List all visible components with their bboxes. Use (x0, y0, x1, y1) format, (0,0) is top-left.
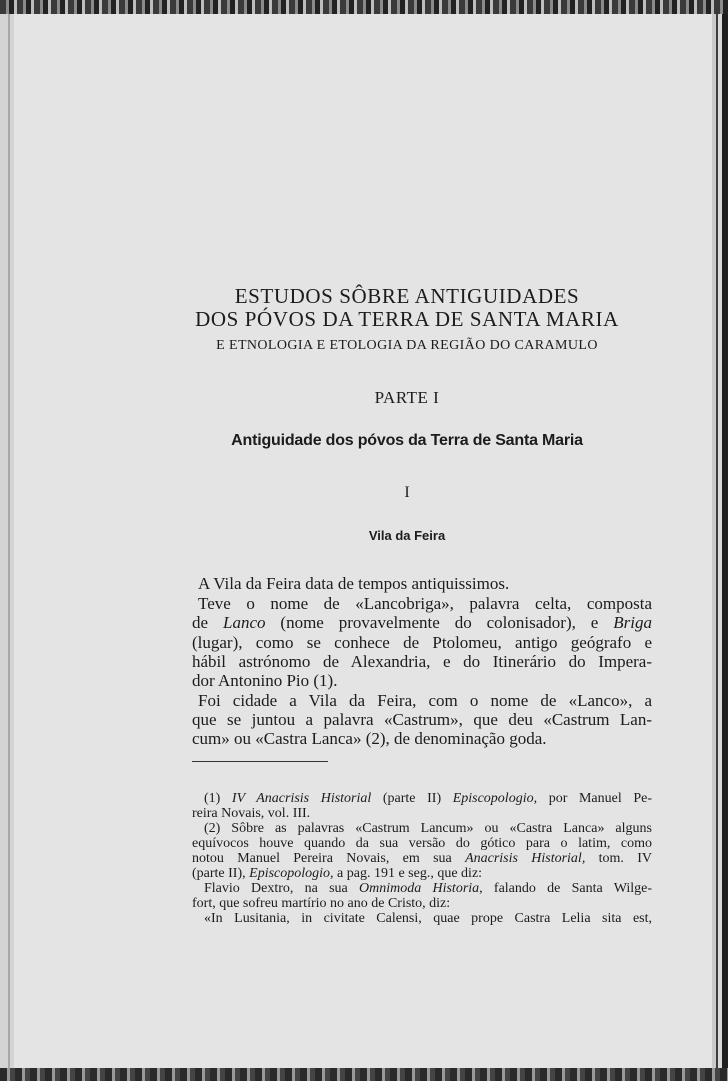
footnote-1-line-1: (1) IV Anacrisis Historial (parte II) Episcopologio, por Manuel Pe- (204, 791, 652, 806)
heading-line-1: ESTUDOS SÔBRE ANTIGUIDADES (234, 284, 580, 308)
paragraph-2-line-2: de Lanco (nome provavelmente do colonisador), e Briga (192, 613, 653, 632)
paragraph-2-line-5: dor Antonino Pio (1). (192, 671, 338, 690)
paragraph-2-line-1: Teve o nome de «Lancobriga», palavra celta, composta (198, 594, 652, 613)
paragraph-3-line-2: que se juntou a palavra «Castrum», que deu «Castrum Lan- (192, 710, 652, 729)
footnote-2-line-7: «In Lusitania, in civitate Calensi, quae prope Castra Lelia sita est, (204, 911, 652, 926)
chapter-number: I (404, 484, 410, 501)
part-subtitle: Antiguidade dos póvos da Terra de Santa Maria (231, 432, 583, 449)
footnote-2-line-2: equívocos houve quando da sua versão do gótico para o latim, como (192, 836, 652, 851)
footnote-2-line-3: notou Manuel Pereira Novais, em sua Anacrisis Historial, tom. IV (192, 851, 652, 866)
paragraph-3-line-3: cum» ou «Castra Lanca» (2), de denominação goda. (192, 729, 547, 748)
book-right-edge (712, 14, 728, 1070)
heading-line-3: E ETNOLOGIA E ETOLOGIA DA REGIÃO DO CARAMULO (216, 338, 598, 353)
footnote-2-line-1: (2) Sôbre as palavras «Castrum Lancum» ou «Castra Lanca» alguns (204, 821, 652, 836)
section-title: Vila da Feira (368, 528, 446, 543)
footnote-2-line-5: Flavio Dextro, na sua Omnimoda Historia, falando de Santa Wilge- (204, 881, 653, 896)
heading-line-2: DOS PÓVOS DA TERRA DE SANTA MARIA (195, 307, 619, 331)
footnote-2-line-4: (parte II), Episcopologio, a pag. 191 e seg., que diz: (192, 866, 483, 881)
footnote-1-line-2: reira Novais, vol. III. (192, 806, 311, 821)
paragraph-1-line: A Vila da Feira data de tempos antiquissimos. (198, 574, 510, 593)
paragraph-2-line-3: (lugar), como se conhece de Ptolomeu, antigo geógrafo e (192, 633, 652, 652)
footnote-separator (192, 761, 328, 762)
book-bottom-edge (0, 1068, 728, 1081)
paragraph-3-line-1: Foi cidade a Vila da Feira, com o nome de «Lanco», a (198, 691, 652, 710)
part-heading: PARTE I (374, 388, 440, 407)
footnote-2-line-6: fort, que sofreu martírio no ano de Cristo, diz: (192, 896, 451, 911)
paragraph-2-line-4: hábil astrónomo de Alexandria, e do Itinerário do Impera- (192, 652, 652, 671)
